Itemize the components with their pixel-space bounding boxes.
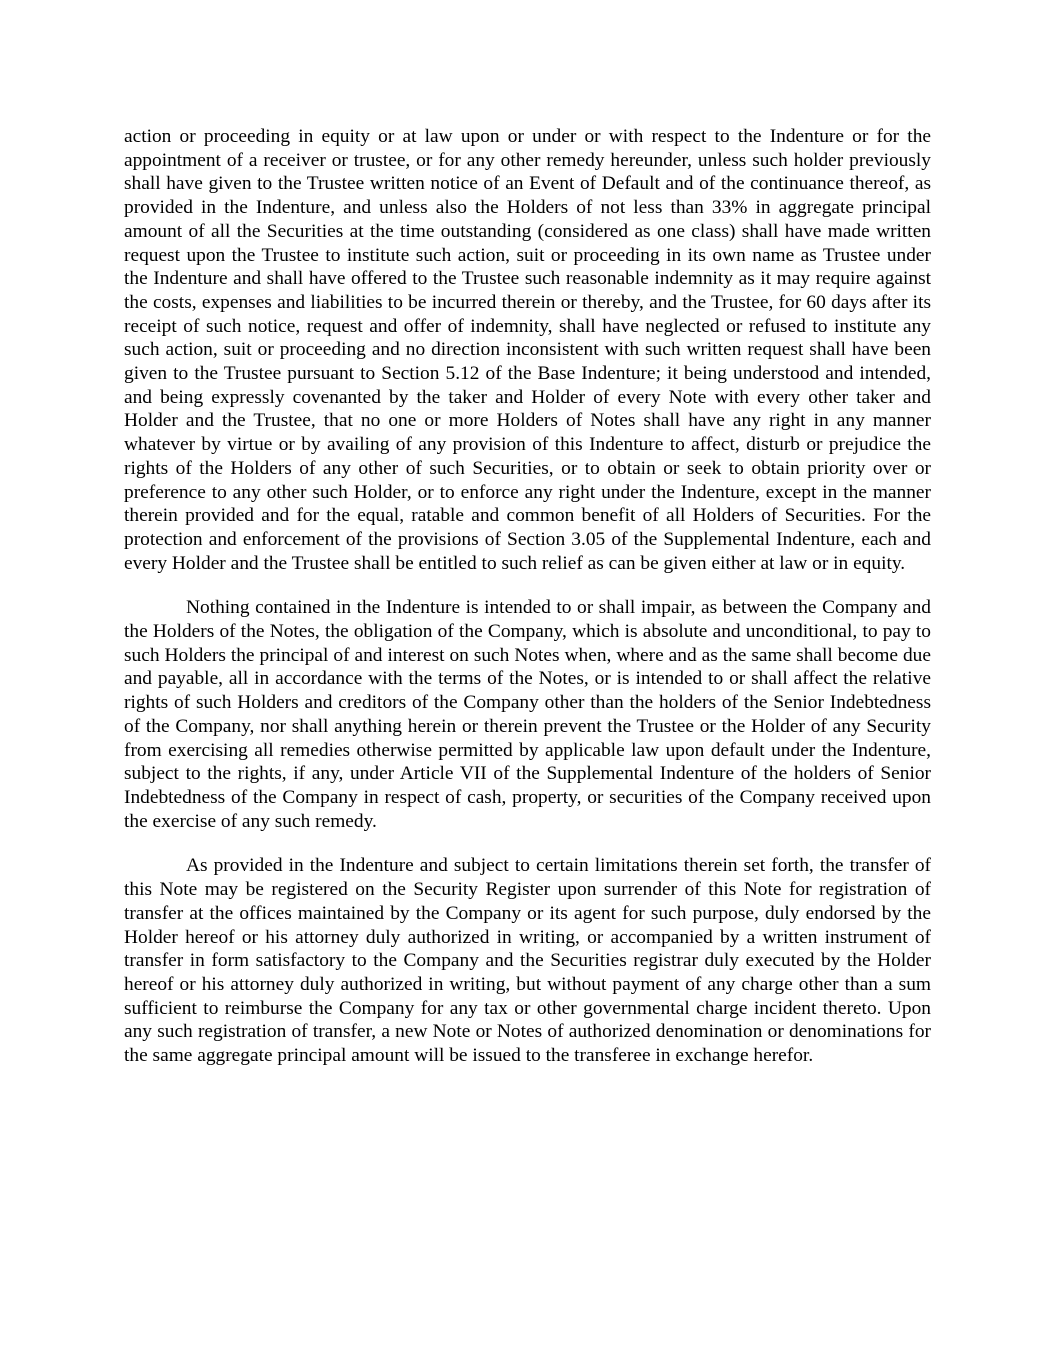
- paragraph-nothing-contained: Nothing contained in the Indenture is intended to or shall impair, as between the Company and the Holders of the Notes, the obligation of the Company, which is absolute and unconditional, to pay to such Holders the principal of and interest on such Notes when, where and as the same shall become due and payable, all in accordance with the terms of the Notes, or is intended to or shall affect the relative rights of such Holders and creditors of the Company other than the holders of the Senior Indebtedness of the Company, nor shall anything herein or therein prevent the Trustee or the Holder of any Security from exercising all remedies otherwise permitted by applicable law upon default under the Indenture, subject to the rights, if any, under Article VII of the Supplemental Indenture of the holders of Senior Indebtedness of the Company in respect of cash, property, or securities of the Company received upon the exercise of any such remedy.: [124, 597, 931, 832]
- document-page: [124, 125, 931, 1068]
- paragraph-continuation: action or proceeding in equity or at law upon or under or with respect to the Indenture or for the appointment of a receiver or trustee, or for any other remedy hereunder, unless such holder previously shall have given to the Trustee written notice of an Event of Default and of the continuance thereof, as provided in the Indenture, and unless also the Holders of not less than 33% in aggregate principal amount of all the Securities at the time outstanding (considered as one class) shall have made written request upon the Trustee to institute such action, suit or proceeding in its own name as Trustee under the Indenture and shall have offered to the Trustee such reasonable indemnity as it may require against the costs, expenses and liabilities to be incurred therein or thereby, and the Trustee, for 60 days after its receipt of such notice, request and offer of indemnity, shall have neglected or refused to institute any such action, suit or proceeding and no direction inconsistent with such written request shall have been given to the Trustee pursuant to Section 5.12 of the Base Indenture; it being understood and intended, and being expressly covenanted by the taker and Holder of every Note with every other taker and Holder and the Trustee, that no one or more Holders of Notes shall have any right in any manner whatever by virtue or by availing of any provision of this Indenture to affect, disturb or prejudice the rights of the Holders of any other of such Securities, or to obtain or seek to obtain priority over or preference to any other such Holder, or to enforce any right under the Indenture, except in the manner therein provided and for the equal, ratable and common benefit of all Holders of Securities. For the protection and enforcement of the provisions of Section 3.05 of the Supplemental Indenture, each and every Holder and the Trustee shall be entitled to such relief as can be given either at law or in equity.: [124, 126, 931, 574]
- paragraph-transfer-registration: As provided in the Indenture and subject to certain limitations therein set forth, the transfer of this Note may be registered on the Security Register upon surrender of this Note for registration of transfer at the offices maintained by the Company or its agent for such purpose, duly endorsed by the Holder hereof or his attorney duly authorized in writing, or accompanied by a written instrument of transfer in form satisfactory to the Company and the Securities registrar duly executed by the Holder hereof or his attorney duly authorized in writing, but without payment of any charge other than a sum sufficient to reimburse the Company for any tax or other governmental charge incident thereto. Upon any such registration of transfer, a new Note or Notes of authorized denomination or denominations for the same aggregate principal amount will be issued to the transferee in exchange herefor.: [124, 855, 931, 1067]
